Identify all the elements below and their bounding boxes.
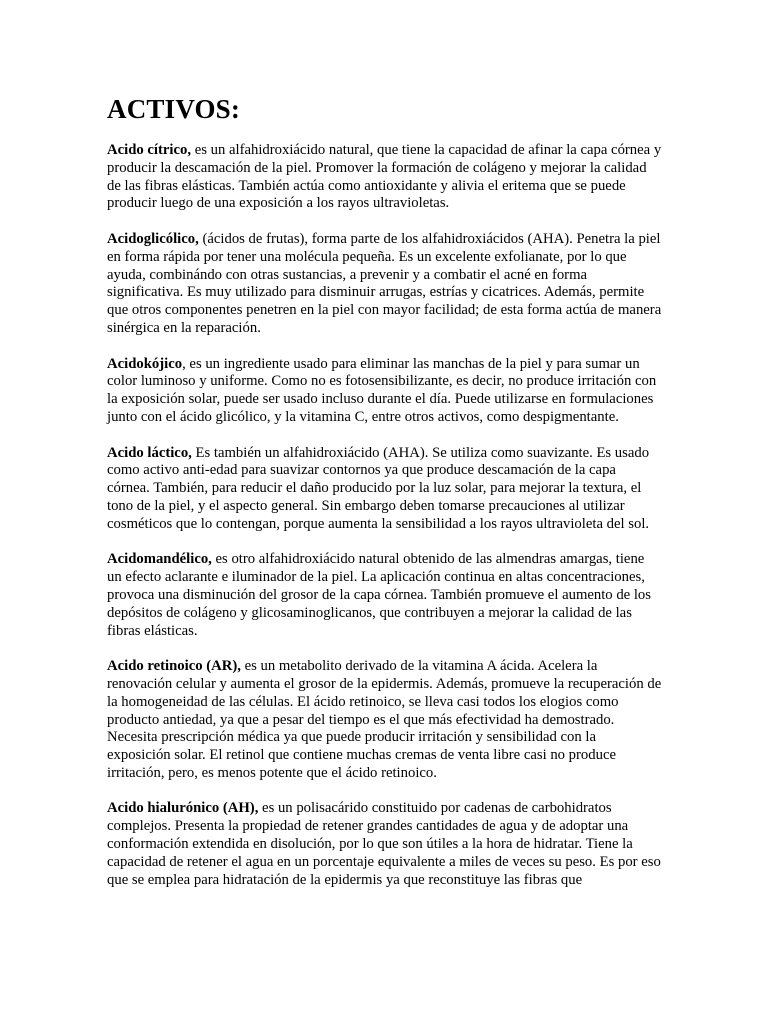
paragraph-text: es un alfahidroxiácido natural, que tiene la capacidad de afinar la capa córnea y producir la descamación de la piel. Promover la formación de colágeno y mejorar la calidad de las fibras elásticas. También actúa como antioxidante y alivia el eritema que se puede producir luego de una exposición a los rayos ultravioletas.: [107, 142, 662, 212]
paragraph-acido-hialuronico: [107, 800, 662, 889]
paragraph-text: , es un ingrediente usado para eliminar las manchas de la piel y para sumar un color luminoso y uniforme. Como no es fotosensibilizante, es decir, no produce irritación con la exposición solar, puede ser usado incluso durante el día. Puede utilizarse en formulaciones junto con el ácido glicólico, y la vitamina C, entre otros activos, como despigmentante.: [107, 355, 657, 425]
paragraph-text: (ácidos de frutas), forma parte de los alfahidroxiácidos (AHA). Penetra la piel en forma rápida por tener una molécula pequeña. Es un excelente exfolianate, por lo que ayuda, combinándo con otras sustancias, a prevenir y a combatir el acné en forma significativa. Es muy utilizado para disminuir arrugas, estrías y cicatrices. Además, permite que otros componentes penetren en la piel con mayor facilidad; de esta forma actúa de manera sinérgica en la reparación.: [107, 230, 662, 336]
term-label: Acido láctico,: [107, 444, 192, 461]
page-title: ACTIVOS:: [107, 94, 241, 124]
paragraph-text: es un metabolito derivado de la vitamina A ácida. Acelera la renovación celular y aumenta el grosor de la epidermis. Además, promueve la recuperación de la homogeneidad de las células. El ácido retinoico, se lleva casi todos los elogios como producto antiedad, ya que a pesar del tiempo es el que más efectividad ha demostrado. Necesita prescripción médica ya que puede producir irritación y sensibilidad con la exposición solar. El retinol que contiene muchas cremas de venta libre casi no produce irritación, pero, es menos potente que el ácido retinoico.: [107, 658, 662, 781]
term-label: Acidoglicólico,: [107, 230, 199, 247]
document-page: [107, 92, 662, 907]
term-label: Acido cítrico,: [107, 142, 192, 158]
paragraph-acido-lactico: [107, 445, 662, 534]
paragraph-text: es un polisacárido constituido por cadenas de carbohidratos complejos. Presenta la propiedad de retener grandes cantidades de agua y de adoptar una conformación extendida en disolución, por lo que son útiles a la hora de hidratar. Tiene la capacidad de retener el agua en un porcentaje equivalente a miles de veces su peso. Es por eso que se emplea para hidratación de la epidermis ya que reconstituye las fibras que: [107, 800, 661, 888]
term-label: Acidokójico: [107, 355, 183, 372]
paragraph-acido-glicolico: [107, 231, 662, 338]
paragraph-acido-kojico: [107, 356, 662, 427]
paragraph-acido-mandelico: [107, 551, 662, 640]
paragraph-acido-retinoico: [107, 658, 662, 783]
paragraph-acido-citrico: [107, 142, 662, 213]
paragraph-text: Es también un alfahidroxiácido (AHA). Se utiliza como suavizante. Es usado como activo anti-edad para suavizar contornos ya que produce descamación de la capa córnea. También, para reducir el daño producido por la luz solar, para mejorar la textura, el tono de la piel, y el aspecto general. Sin embargo deben tomarse precauciones al utilizar cosméticos que lo contengan, porque aumenta la sensibilidad a los rayos ultravioleta del sol.: [107, 444, 650, 532]
paragraph-text: es otro alfahidroxiácido natural obtenido de las almendras amargas, tiene un efecto aclarante e iluminador de la piel. La aplicación continua en altas concentraciones, provoca una disminución del grosor de la capa córnea. También promueve el aumento de los depósitos de colágeno y glicosaminoglicanos, que contribuyen a mejorar la calidad de las fibras elásticas.: [107, 551, 651, 639]
term-label: Acidomandélico,: [107, 551, 212, 568]
term-label: Acido hialurónico (AH),: [107, 800, 259, 817]
term-label: Acido retinoico (AR),: [107, 658, 241, 675]
